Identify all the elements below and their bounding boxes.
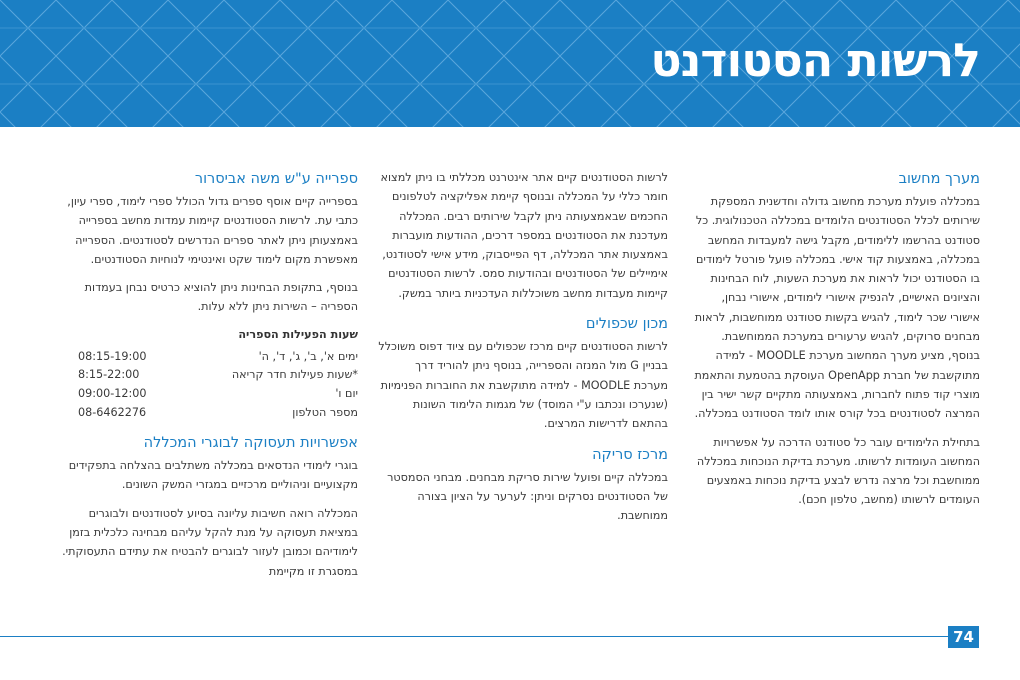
hours-label: ימים א', ב', ג', ד', ה' — [258, 349, 358, 363]
hours-row — [78, 366, 358, 385]
library-hours-heading: שעות הפעילות הספריה — [238, 327, 358, 341]
column-middle — [378, 168, 668, 534]
copy-center-paragraph: לרשות הסטודנטים קיים מרכז שכפולים עם ציוד דפוס משוכלל בבניין G מול המנזה והספרייה, בנוסף ניתן להוריד דרך מערכת MOODLE - למידה מתוקשבת את החוברות הפנימיות (שנערכו ונכתבו ע"י המוסד) של מגמות הלימוד השונות בהתאם לדרישות המרצים. — [378, 340, 668, 431]
scan-center-paragraph: במכללה קיים ופועל שירות סריקת מבחנים. מבחני הסמסטר של הסטודנטים נסרקים וניתן: לערער על הציון בצורה ממוחשבת. — [387, 470, 668, 523]
phone-value: 08-6462276 — [78, 405, 147, 419]
page-title: לרשות הסטודנט — [650, 33, 980, 87]
column-right — [690, 168, 980, 519]
footer-rule — [0, 636, 948, 637]
phone-label: מספר הטלפון — [292, 405, 358, 419]
hours-row — [78, 404, 358, 423]
library-heading: ספרייה ע"ש משה אביסרור — [194, 171, 358, 187]
page-number: 74 — [948, 626, 979, 648]
computer-heading: מערך מחשוב — [898, 171, 980, 187]
hours-label: *שעות פעילות חדר קריאה — [231, 368, 358, 382]
hours-label: יום ו' — [335, 386, 358, 400]
scan-center-heading: מרכז סריקה — [592, 446, 668, 463]
computer-paragraph-2: בתחילת הלימודים עובר כל סטודנט הדרכה על אפשרויות המחשוב העומדות לרשותו. מערכת בדיקת הנוכחות במכללה ממוחשבת וכל מרצה נדרש לבצע בדיקת נוכחות באמצעים העומדים לרשותו (מחשב, טלפון חכם). — [696, 435, 980, 507]
header-banner — [0, 0, 1020, 127]
library-hours — [62, 326, 358, 422]
employment-heading: אפשרויות תעסוקה לבוגרי המכללה — [143, 435, 358, 452]
hours-row — [78, 385, 358, 404]
library-paragraph-1: בספרייה קיים אוסף ספרים גדול הכולל ספרי לימוד, ספרי עיון, כתבי עת. לרשות הסטודנטים קיימות עמדות מחשב בספרייה באמצעותן ניתן לאתר ספרים הנדרשים לסטודנטים. הספרייה מאפשרת מקום לימוד שקט ואינטימי לנוחיות הסטודנטים. — [67, 195, 358, 266]
computer-paragraph-1: במכללה פועלת מערכת מחשוב גדולה וחדשנית המספקת שירותים לכלל הסטודנטים הלומדים במכללה הטכנולוגית. כל סטודנט בהרשמו ללימודים, מקבל גישה למעבדות המחשב במכללה, באמצעות קוד אישי. במכללה פועל פורטל לימודים בו הסטודנט יכול לראות את מערכת השעות, לוח הבחינות והציונים האישיים, להנפיק אישורי לימודים, אישורי נבחן, אישורי שכר לימוד, להגיש בקשות סטודנט ממוחשבות, לראות מבחנים סרוקים, להגיש ערעורים במערכת הממוחשבת. בנוסף, מציע מערך המחשוב מערכת MOODLE - למידה מתוקשבת של חברת OpenApp העוסקת בהטמעת והתאמת מוצרי קוד פתוח לחברות, באמצעותה מתקיים קשר ישיר בין המרצה לסטודנטים בכל קורס אותו לומד הסטודנט במכללה. — [694, 195, 980, 421]
website-paragraph: לרשות הסטודנטים קיים אתר אינטרנט מכללתי בו ניתן למצוא חומר כללי על המכללה ובנוסף קיימת אפליקציה לטלפונים החכמים שבאמצעותה ניתן לקבל שירותים רבים. המכללה מעדכנת את הסטודנטים במספר דרכים, ההודעות מועברות באמצעות אתר המכללה, דף הפייסבוק, מידע אישי לסטודנט, אימיילים של הסטודנטים ובהודעות סמס. לרשות הסטודנטים קיימות מעבדות מחשב משוכללות העדכניות ביותר במשק. — [380, 171, 668, 300]
library-paragraph-2: בנוסף, בתקופת הבחינות ניתן להוציא כרטיס נבחן בעמדות הספריה – השירות ניתן ללא עלות. — [84, 281, 358, 314]
employment-paragraph-1: בוגרי לימודי הנדסאים במכללה משתלבים בהצלחה בתפקידים מקצועיים וניהוליים מרכזיים במגזרי המשק השונים. — [68, 459, 358, 492]
hours-value: 09:00-12:00 — [78, 386, 147, 400]
hours-value: 8:15-22:00 — [78, 368, 140, 382]
employment-paragraph-2: המכללה רואה חשיבות עליונה בסיוע לסטודנטים ולבוגרים במציאת תעסוקה על מנת להקל עליהם מבחינה כלכלית בזמן לימודיהם וכמובן לעזור לבוגרים להבטיח את עתידם התעסוקתי. במסגרת זו מקיימת — [62, 506, 358, 578]
column-left — [62, 168, 358, 590]
hours-row — [78, 348, 358, 367]
hours-value: 08:15-19:00 — [78, 349, 147, 363]
copy-center-heading: מכון שכפולים — [585, 316, 668, 333]
